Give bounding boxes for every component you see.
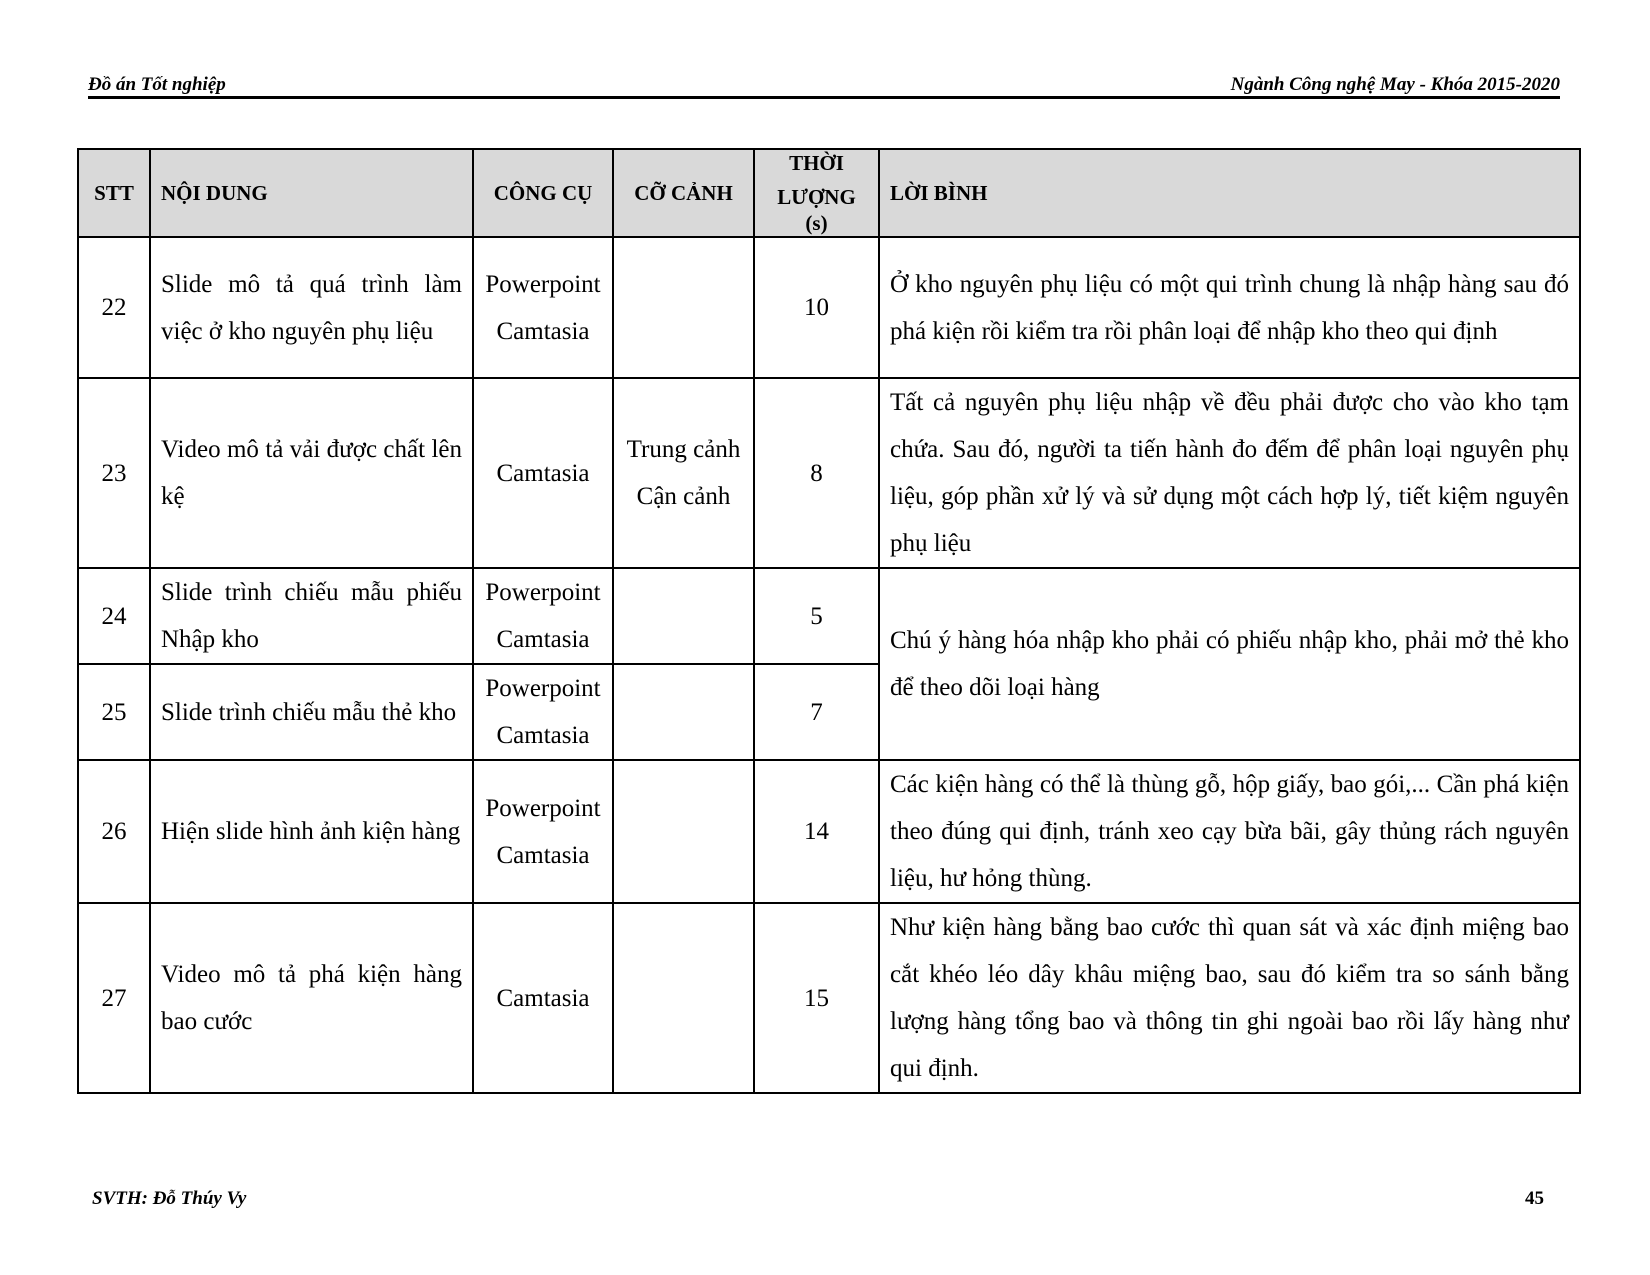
- cell-cong-cu: [473, 664, 613, 760]
- cell-noi-dung: Slide trình chiếu mẫu thẻ kho: [150, 664, 473, 760]
- cell-co-canh: [613, 568, 754, 664]
- table-row: [78, 378, 1580, 568]
- table-row: [78, 760, 1580, 903]
- column-header-loi-binh: LỜI BÌNH: [879, 149, 1580, 237]
- table-row: [78, 568, 1580, 664]
- table-row: [78, 903, 1580, 1093]
- cell-cong-cu-line2: Camtasia: [496, 841, 590, 869]
- cell-cong-cu: Camtasia: [473, 903, 613, 1093]
- cell-thoi-luong: 8: [754, 378, 879, 568]
- column-header-thoi-luong-line1: THỜI: [789, 151, 844, 175]
- cell-co-canh: [613, 760, 754, 903]
- cell-loi-binh: Tất cả nguyên phụ liệu nhập về đều phải được cho vào kho tạm chứa. Sau đó, người ta tiến hành đo đếm để phân loại nguyên phụ liệu, góp phần xử lý và sử dụng một cách hợp lý, tiết kiệm nguyên phụ liệu: [879, 378, 1580, 568]
- storyboard-table: [77, 148, 1581, 1094]
- cell-cong-cu: [473, 760, 613, 903]
- cell-noi-dung: Slide trình chiếu mẫu phiếu Nhập kho: [150, 568, 473, 664]
- cell-noi-dung: Hiện slide hình ảnh kiện hàng: [150, 760, 473, 903]
- cell-noi-dung: Video mô tả vải được chất lên kệ: [150, 378, 473, 568]
- cell-cong-cu-line1: Powerpoint: [485, 579, 601, 606]
- cell-thoi-luong: 7: [754, 664, 879, 760]
- column-header-cong-cu: CÔNG CỤ: [473, 149, 613, 237]
- page-footer: [92, 1188, 1544, 1218]
- cell-co-canh: [613, 237, 754, 378]
- cell-stt: 25: [78, 664, 150, 760]
- cell-loi-binh: Như kiện hàng bằng bao cước thì quan sát và xác định miệng bao cắt khéo léo dây khâu miệng bao, sau đó kiểm tra so sánh bằng lượng hàng tổng bao và thông tin ghi ngoài bao rồi lấy hàng như qui định.: [879, 903, 1580, 1093]
- table-row: [78, 237, 1580, 378]
- cell-cong-cu: [473, 568, 613, 664]
- header-left-title: Đồ án Tốt nghiệp: [88, 74, 226, 95]
- column-header-stt: STT: [78, 149, 150, 237]
- cell-cong-cu-line1: Powerpoint: [485, 675, 601, 702]
- cell-cong-cu: Camtasia: [473, 378, 613, 568]
- cell-loi-binh: Chú ý hàng hóa nhập kho phải có phiếu nhập kho, phải mở thẻ kho để theo dõi loại hàng: [879, 568, 1580, 760]
- cell-cong-cu-line1: Powerpoint: [485, 794, 601, 822]
- cell-noi-dung: Slide mô tả quá trình làm việc ở kho nguyên phụ liệu: [150, 237, 473, 378]
- cell-loi-binh: Ở kho nguyên phụ liệu có một qui trình chung là nhập hàng sau đó phá kiện rồi kiểm tra rồi phân loại để nhập kho theo qui định: [879, 237, 1580, 378]
- cell-stt: 23: [78, 378, 150, 568]
- cell-cong-cu: [473, 237, 613, 378]
- page-header: [88, 70, 1560, 99]
- column-header-thoi-luong: [754, 149, 879, 237]
- cell-thoi-luong: 15: [754, 903, 879, 1093]
- cell-stt: 27: [78, 903, 150, 1093]
- cell-loi-binh: Các kiện hàng có thể là thùng gỗ, hộp giấy, bao gói,... Cần phá kiện theo đúng qui định, tránh xeo cạy bừa bãi, gây thủng rách nguyên liệu, hư hỏng thùng.: [879, 760, 1580, 903]
- cell-cong-cu-line2: Camtasia: [496, 317, 590, 345]
- cell-cong-cu-line1: Powerpoint: [485, 270, 601, 298]
- cell-stt: 24: [78, 568, 150, 664]
- cell-co-canh-line1: Trung cảnh: [626, 436, 741, 463]
- table-header-row: [78, 149, 1580, 237]
- column-header-thoi-luong-line2: LƯỢNG (s): [777, 185, 856, 235]
- header-right-title: Ngành Công nghệ May - Khóa 2015-2020: [1230, 74, 1560, 95]
- cell-stt: 26: [78, 760, 150, 903]
- cell-co-canh-line2: Cận cảnh: [636, 483, 731, 510]
- cell-co-canh: [613, 903, 754, 1093]
- cell-thoi-luong: 14: [754, 760, 879, 903]
- cell-thoi-luong: 5: [754, 568, 879, 664]
- cell-co-canh: [613, 664, 754, 760]
- page-number: 45: [1525, 1188, 1544, 1209]
- cell-stt: 22: [78, 237, 150, 378]
- footer-author: SVTH: Đỗ Thúy Vy: [92, 1188, 247, 1209]
- cell-thoi-luong: 10: [754, 237, 879, 378]
- cell-noi-dung: Video mô tả phá kiện hàng bao cước: [150, 903, 473, 1093]
- column-header-noi-dung: NỘI DUNG: [150, 149, 473, 237]
- cell-cong-cu-line2: Camtasia: [496, 626, 590, 653]
- column-header-co-canh: CỠ CẢNH: [613, 149, 754, 237]
- cell-co-canh: [613, 378, 754, 568]
- cell-cong-cu-line2: Camtasia: [496, 722, 590, 749]
